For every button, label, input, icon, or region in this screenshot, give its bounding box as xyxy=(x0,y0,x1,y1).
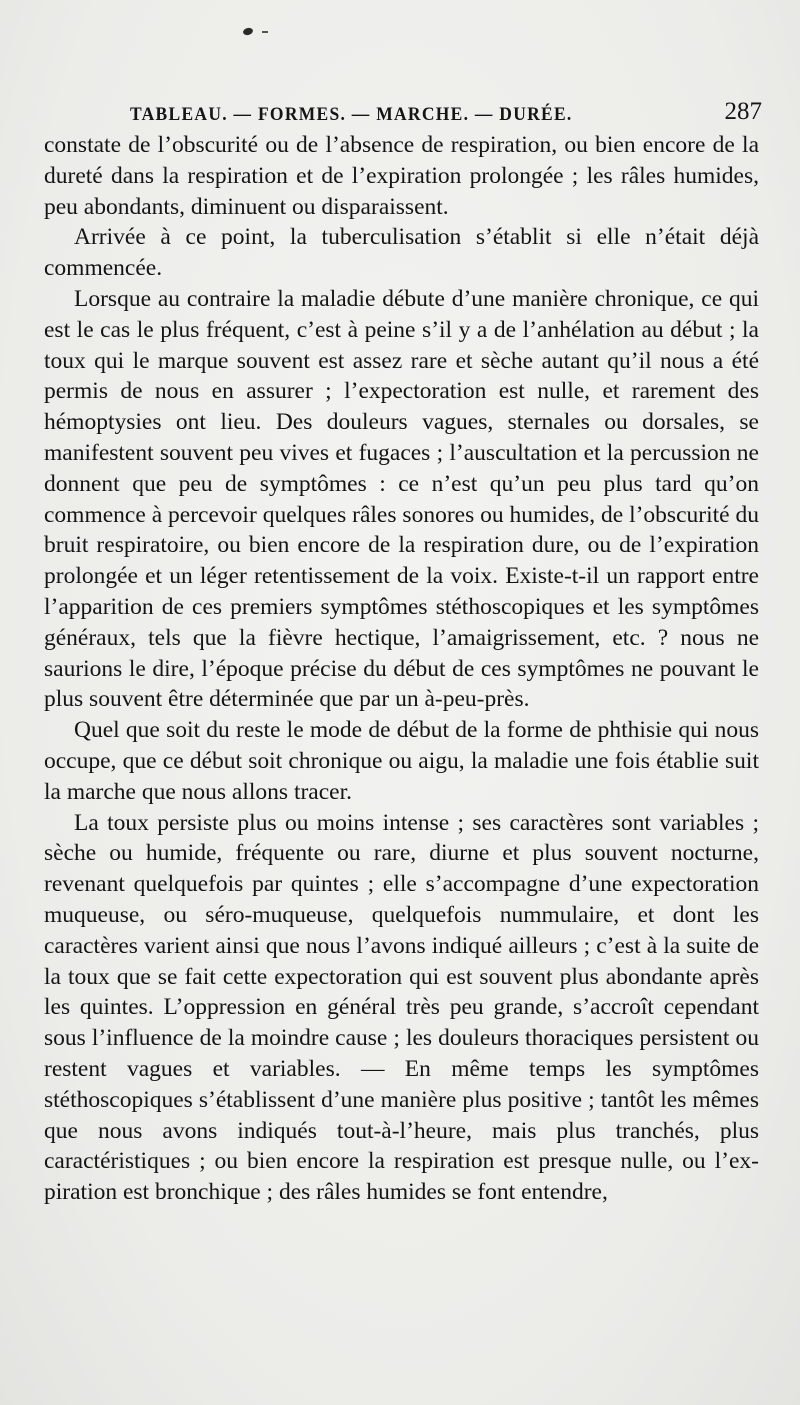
paragraph-continuation: constate de l’obscurité ou de l’absence de respiration, ou bien encore de la dureté dans la respiration et de l’expiration prolongée ; les râles humides, peu abondants, diminuent ou disparaissent. xyxy=(44,132,759,220)
running-title: TABLEAU. — FORMES. — MARCHE. — DURÉE. xyxy=(130,104,573,125)
paragraph: Arrivée à ce point, la tuberculisation s’établit si elle n’était déjà commencée. xyxy=(44,224,759,282)
paragraph: Quel que soit du reste le mode de début de la forme de phthisie qui nous occupe, que ce début soit chronique ou aigu, la maladie une fois établie suit la marche que nous allons tracer. xyxy=(44,717,759,805)
body-text xyxy=(44,130,759,1208)
paragraph: La toux persiste plus ou moins intense ; ses caractères sont variables ; sèche ou humide, fréquente ou rare, diurne et plus souvent nocturne, revenant quelquefois par quintes ; elle s’accompagne d’une expectoration muqueuse, ou séro-muqueuse, quelquefois nummulaire, et dont les caractères varient ainsi que nous l’avons indiqué ailleurs ; c’est à la suite de la toux que se fait cette expectoration qui est souvent plus abondante après les quintes. L’oppression en général très peu grande, s’accroît cependant sous l’influence de la moindre cause ; les douleurs thoraciques persistent ou restent vagues et variables. — En même temps les symptômes stéthoscopiques s’établissent d’une manière plus positive ; tantôt les mêmes que nous avons indiqués tout-à-l’heure, mais plus tranchés, plus caractéristiques ; ou bien encore la respiration est presque nulle, ou l’expiration est bronchique ; des râles humides se font entendre, xyxy=(44,809,759,1206)
page-header xyxy=(130,98,762,132)
ink-smudge xyxy=(242,27,253,36)
page-number: 287 xyxy=(724,98,762,125)
paragraph: Lorsque au contraire la maladie débute d’une manière chronique, ce qui est le cas le plus fréquent, c’est à peine s’il y a de l’anhélation au début ; la toux qui le marque souvent est assez rare et sèche autant qu’il nous a été permis de nous en assurer ; l’expectoration est nulle, et rarement des hémoptysies ont lieu. Des douleurs vagues, sternales ou dorsales, se manifestent souvent peu vives et fugaces ; l’auscultation et la percussion ne donnent que peu de symptômes : ce n’est qu’un peu plus tard qu’on commence à percevoir quelques râles sonores ou humides, de l’obscurité du bruit respiratoire, ou bien encore de la respiration dure, ou de l’expiration prolongée et un léger retentissement de la voix. Existe-t-il un rapport entre l’apparition de ces premiers symptômes stéthoscopiques et les symptômes généraux, tels que la fièvre hectique, l’amaigrissement, etc. ? nous ne saurions le dire, l’époque précise du début de ces symptômes ne pouvant le plus souvent être déterminée que par un à-peu-près. xyxy=(44,285,759,713)
ink-mark xyxy=(262,31,268,33)
